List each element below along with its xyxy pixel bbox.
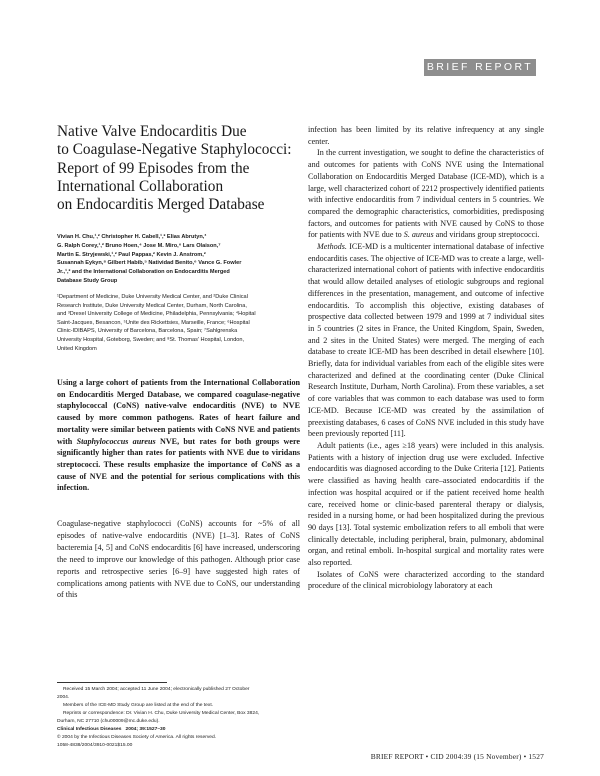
body-text: ICE-MD is a multicenter international database of infective endocarditis cases. The objective of ICE-MD was to create a large, well-characterized international cohort of patients with infective endocarditis that would allow detailed analyses of etiologic subgroups and regional differences in the presentation, management, and outcome of infective endocarditis. To accomplish this objective, existing databases of prospective data collected between 1979 and 1999 at 7 individual sites in 5 countries (2 sites in France, the United Kingdom, Spain, Sweden, and 2 sites in the United States) were merged. The merging of each database to create ICE-MD has been described in detail elsewhere [10]. Briefly, data for individual variables from each of the eligible sites were characterized and defined at the coordinating center (Duke Clinical Research Institute, Durham, North Carolina). From these variables, a set of core variables that was common to each database was used to form ICE-MD. Because ICE-MD was created by the assimilation of preexisting databases, 6 cases of CoNS NVE included in this study have been previously reported [11]. <box>308 242 544 439</box>
body-paragraph: Adult patients (i.e., ages ≥18 years) were included in this analysis. Patients with a history of injection drug use were excluded. Infective endocarditis was diagnosed according to the Duke Criteria [12]. Patients were classified as having health care–associated endocarditis if the infection was hospital acquired or if the patient received home health care, received home or clinic-based parenteral therapy or dialysis, resided in a nursing home, or had been hospitalized during the previous 90 days [13]. Total systemic embolization refers to all emboli that were clinically detectable, including peripheral, brain, pulmonary, abdominal organ, and retinal emboli. In-hospital surgical and mortality rates were also reported. <box>308 440 544 568</box>
footnote-reprints-address: Durham, NC 27710 (chu00009@mc.duke.edu). <box>57 719 160 724</box>
affiliation-line: ¹Department of Medicine, Duke University Medical Center, and ²Duke Clinical <box>57 294 248 300</box>
footnote-issn: 1058-4838/2004/3910-0021$15.00 <box>57 743 133 748</box>
author-line: G. Ralph Corey,¹,² Bruno Hoen,⁴ Jose M. Miro,⁶ Lars Olaison,⁷ <box>57 242 221 249</box>
affiliation-line: Clinic-IDIBAPS, University of Barcelona, Barcelona, Spain; ⁷Sahlgrenska <box>57 328 238 335</box>
author-line: Jr.,¹,² and the International Collaboration on Endocarditis Merged <box>57 269 230 276</box>
title-line: Report of 99 Episodes from the <box>57 159 250 177</box>
body-organism: S. aureus <box>403 230 434 240</box>
footnote-members: Members of the ICE-MD Study Group are listed at the end of the text. <box>63 703 214 708</box>
author-line: Vivian H. Chu,¹,² Christopher H. Cabell,¹,² Elias Abrutyn,³ <box>57 234 207 240</box>
journal-citation: 2004; 39:1527–30 <box>125 727 166 732</box>
right-column <box>308 124 544 592</box>
affiliation-line: United Kingdom <box>57 345 97 352</box>
footnote-reprints: Reprints or correspondence: Dr. Vivian H. Chu, Duke University Medical Center, Box 3824, <box>63 711 260 716</box>
brief-report-banner: BRIEF REPORT <box>424 59 536 76</box>
methods-paragraph <box>308 241 544 440</box>
methods-heading: Methods. <box>317 242 347 252</box>
abstract-organism: Staphylococcus aureus <box>76 436 156 446</box>
body-paragraph: infection has been limited by its relative infrequency at any single center. <box>308 125 544 146</box>
affiliations <box>57 293 300 353</box>
title-line: to Coagulase-Negative Staphylococci: <box>57 141 292 159</box>
author-line: Martin E. Stryjewski,¹,² Paul Pappas,² Kevin J. Anstrom,² <box>57 251 206 258</box>
author-line: Susannah Eykyn,⁸ Gilbert Habib,⁵ Natividad Benito,⁶ Vance G. Fowler <box>57 260 242 267</box>
body-text: In the current investigation, we sought to define the characteristics of and outcomes for patients with CoNS NVE using the International Collaboration on Endocarditis Merged Database (ICE-MD), which is a large, well characterized cohort of 2212 prospectively identified patients with infective endocarditis from 7 individual centers in 5 countries. We compared the demographic characteristics, comorbidities, predisposing factors, and outcomes for patients with NVE caused by CoNS to those for patients with NVE due to <box>308 148 544 240</box>
footnote-received: Received 15 March 2004; accepted 11 June 2004; electronically published 27 October <box>63 687 250 692</box>
title-line: Native Valve Endocarditis Due <box>57 123 247 140</box>
footnote-divider <box>57 682 167 683</box>
article-title <box>57 123 297 214</box>
footnote-copyright: © 2004 by the Infectious Diseases Society of America. All rights reserved. <box>57 735 217 740</box>
journal-name: Clinical Infectious Diseases <box>57 727 122 732</box>
abstract <box>57 377 300 494</box>
body-text: and viridans group streptococci. <box>433 230 540 240</box>
footnote-journal <box>57 726 300 734</box>
page-footer: BRIEF REPORT • CID 2004:39 (15 November) • 1527 <box>370 752 544 761</box>
affiliation-line: Saint-Jacques, Besancon, ⁵Unite des Rickettsies, Marseille, France; ⁶Hospital <box>57 319 250 326</box>
footnote-received-year: 2004. <box>57 695 70 700</box>
affiliation-line: University Hospital, Goteborg, Sweden; and ⁸St. Thomas' Hospital, London, <box>57 336 245 343</box>
title-line: International Collaboration <box>57 177 224 195</box>
author-list <box>57 233 300 286</box>
affiliation-line: Research Institute, Duke University Medical Center, Durham, North Carolina, <box>57 302 247 309</box>
footnotes <box>57 686 300 750</box>
title-line: on Endocarditis Merged Database <box>57 196 265 214</box>
introduction-paragraph: Coagulase-negative staphylococci (CoNS) accounts for ~5% of all episodes of native-valve endocarditis (NVE) [1–3]. Rates of CoNS bacteremia [4, 5] and CoNS endocarditis [6] have increased, underscoring the need to improve our knowledge of this pathogen. Although prior case reports and retrospective series [6–9] have suggested high rates of complications among patients with NVE due to CoNS, our understanding of this <box>57 519 300 600</box>
abstract-text: NVE, but rates for both groups were significantly higher than rates for patients with NVE due to viridans streptococci. These results emphasize the importance of CoNS as a cause of NVE and the potential for serious complications with this infection. <box>57 436 300 493</box>
body-paragraph <box>308 147 544 241</box>
body-paragraph: Isolates of CoNS were characterized according to the standard procedure of the clinical microbiology laboratory at each <box>308 569 544 591</box>
abstract-text: Using a large cohort of patients from the International Collaboration on Endocarditis Merged Database, we compared coagulase-negative staphylococcal (CoNS) native-valve endocarditis (NVE) to NVE caused by more common pathogens. Rates of heart failure and mortality were similar between patients with CoNS NVE and patients with <box>57 378 300 446</box>
author-line: Database Study Group <box>57 277 118 284</box>
affiliation-line: and ³Drexel University College of Medicine, Philadelphia, Pennsylvania; ⁴Hopital <box>57 311 256 318</box>
